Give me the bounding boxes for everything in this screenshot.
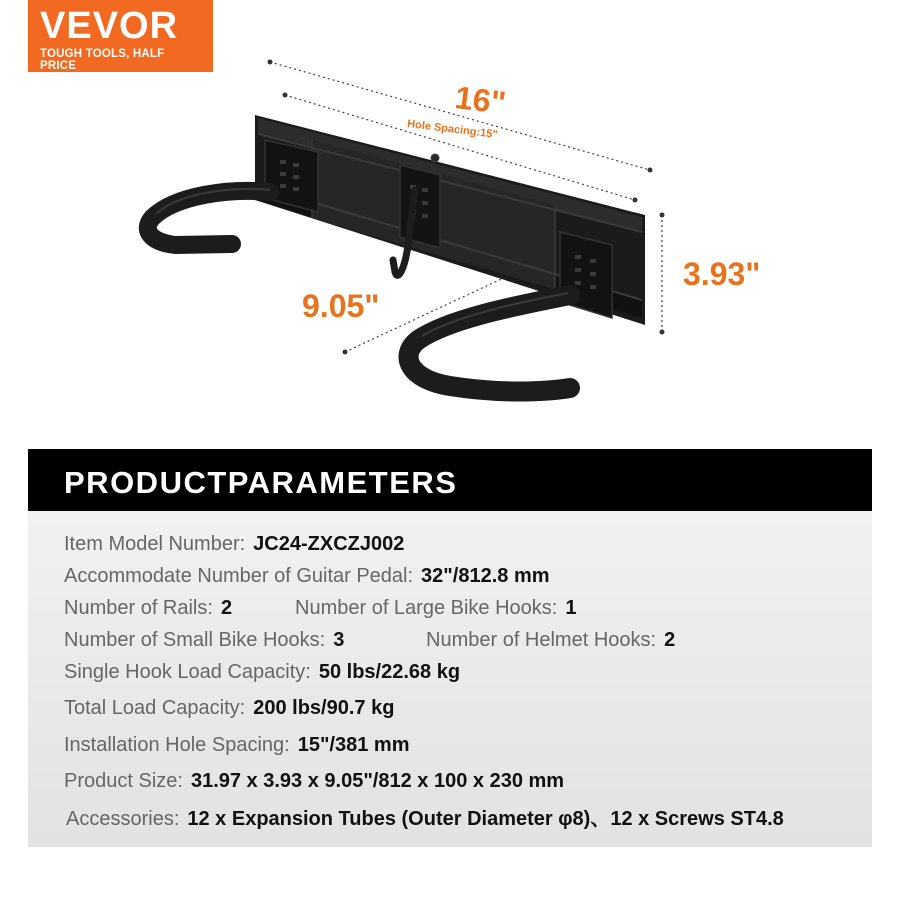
- single-load-row: [64, 661, 460, 684]
- large-hooks-row: [295, 597, 576, 620]
- total-load-row: [64, 697, 394, 720]
- small-hooks-row: [64, 629, 344, 652]
- depth-dimension: 9.05": [302, 288, 380, 324]
- small-hooks-value: 3: [333, 629, 345, 651]
- length-dimension: 16": [453, 79, 508, 121]
- model-label: Item Model Number:: [64, 533, 246, 555]
- product-parameters-panel: [28, 449, 872, 847]
- hole-spacing-row: [64, 734, 409, 757]
- large-hooks-label: Number of Large Bike Hooks:: [295, 597, 558, 619]
- accessories-row: [66, 802, 784, 831]
- logo-tagline: TOUGH TOOLS, HALF PRICE: [40, 48, 165, 72]
- logo-brand: VEVOR: [40, 5, 179, 47]
- accessories-label: Accessories:: [66, 808, 180, 830]
- large-hooks-value: 1: [565, 597, 577, 619]
- single-load-label: Single Hook Load Capacity:: [64, 661, 311, 683]
- rails-label: Number of Rails:: [64, 597, 213, 619]
- total-load-value: 200 lbs/90.7 kg: [253, 697, 395, 719]
- small-hooks-label: Number of Small Bike Hooks:: [64, 629, 326, 651]
- panel-header: [28, 449, 872, 511]
- hole-spacing-value: 15"/381 mm: [297, 734, 410, 756]
- model-value: JC24-ZXCZJ002: [253, 533, 405, 555]
- single-load-value: 50 lbs/22.68 kg: [318, 661, 461, 683]
- size-label: Product Size:: [64, 770, 183, 792]
- accessories-value: 12 x Expansion Tubes (Outer Diameter φ8)、12 x Screws ST4.8: [187, 808, 784, 830]
- helmet-hooks-row: [426, 629, 675, 652]
- left-hook: [148, 140, 318, 245]
- height-dimension: 3.93": [683, 256, 761, 292]
- hole-spacing-label: Installation Hole Spacing:: [64, 734, 290, 756]
- accommodate-value: 32"/812.8 mm: [421, 565, 550, 587]
- model-row: [64, 533, 404, 556]
- size-row: [64, 770, 564, 793]
- rails-value: 2: [220, 597, 233, 619]
- size-value: 31.97 x 3.93 x 9.05"/812 x 100 x 230 mm: [190, 770, 565, 792]
- total-load-label: Total Load Capacity:: [64, 697, 246, 719]
- helmet-hooks-label: Number of Helmet Hooks:: [426, 629, 657, 651]
- hole-spacing-dimension: Hole Spacing:15": [406, 118, 499, 141]
- accommodate-row: [64, 565, 550, 588]
- panel-title: PRODUCTPARAMETERS: [64, 465, 458, 500]
- accommodate-label: Accommodate Number of Guitar Pedal:: [64, 565, 414, 587]
- rails-row: [64, 597, 232, 620]
- helmet-hooks-value: 2: [664, 629, 676, 651]
